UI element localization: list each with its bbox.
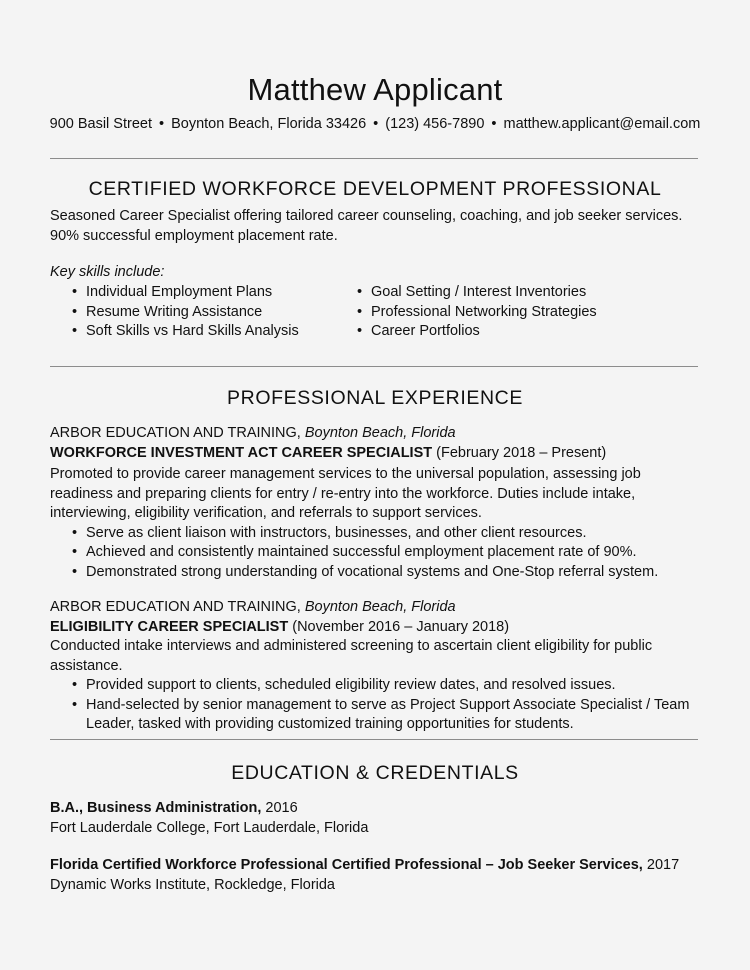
experience-title: PROFESSIONAL EXPERIENCE <box>227 387 523 409</box>
credential-name: Florida Certified Workforce Professional Certified Professional – Job Seeker Services, <box>50 857 643 873</box>
credential-year: 2017 <box>646 857 680 873</box>
skill-item: • Resume Writing Assistance <box>50 303 340 323</box>
summary-paragraph: Seasoned Career Specialist offering tailored career counseling, coaching, and job seeker services. 90% successful employment placement rate. <box>50 208 683 244</box>
education-entry <box>50 856 700 895</box>
job-description: Conducted intake interviews and administered screening to ascertain client eligibility for public assistance. <box>50 638 653 674</box>
separator-dot: • <box>491 116 497 132</box>
separator-dot: • <box>159 116 165 132</box>
role-line <box>50 444 700 464</box>
skills-column-left <box>50 283 340 342</box>
summary-text <box>50 207 700 246</box>
skill-item: • Goal Setting / Interest Inventories <box>335 283 665 303</box>
employer-name: ARBOR EDUCATION AND TRAINING, <box>50 599 301 615</box>
address: 900 Basil Street <box>49 116 152 132</box>
summary-title: CERTIFIED WORKFORCE DEVELOPMENT PROFESSIONAL <box>88 178 662 200</box>
phone: (123) 456-7890 <box>385 116 485 132</box>
job-dates: (February 2018 – Present) <box>436 444 607 461</box>
divider <box>50 158 698 159</box>
education-title: EDUCATION & CREDENTIALS <box>231 762 519 784</box>
skill-item: • Career Portfolios <box>335 322 665 342</box>
contact-line <box>0 116 750 132</box>
job-dates: (November 2016 – January 2018) <box>292 618 510 635</box>
credential-line <box>50 856 700 876</box>
skill-item: • Individual Employment Plans <box>50 283 340 303</box>
divider <box>50 366 698 367</box>
applicant-name: Matthew Applicant <box>247 72 503 107</box>
credential-line <box>50 799 700 819</box>
institution: Fort Lauderdale College, Fort Lauderdale, Florida <box>50 819 369 836</box>
job-title: ELIGIBILITY CAREER SPECIALIST <box>50 618 289 635</box>
employer-location: Boynton Beach, Florida <box>304 425 456 441</box>
divider <box>50 739 698 740</box>
skills-column-right <box>335 283 665 342</box>
skill-item: • Soft Skills vs Hard Skills Analysis <box>50 322 340 342</box>
job-bullet: • Achieved and consistently maintained successful employment placement rate of 90%. <box>50 543 700 563</box>
job-description: Promoted to provide career management services to the universal population, assessing job readiness and preparing clients for entry / re-entry into the workforce. Duties include intake, interviewing, eligibility verification, and referrals to support services. <box>50 466 641 521</box>
education-entry <box>50 799 700 838</box>
separator-dot: • <box>373 116 379 132</box>
job-bullet: • Provided support to clients, scheduled eligibility review dates, and resolved issues. <box>50 676 700 696</box>
email: matthew.applicant@email.com <box>503 116 701 132</box>
employer-name: ARBOR EDUCATION AND TRAINING, <box>50 425 301 441</box>
job-entry <box>50 424 700 582</box>
role-line <box>50 618 700 638</box>
skills-label: Key skills include: <box>50 264 165 280</box>
employer-line <box>50 424 700 444</box>
job-bullet: • Hand-selected by senior management to serve as Project Support Associate Specialist / Team Leader, tasked with providing customized training opportunities for students. <box>50 696 700 735</box>
city: Boynton Beach, Florida 33426 <box>171 116 367 132</box>
institution: Dynamic Works Institute, Rockledge, Florida <box>50 876 336 893</box>
credential-year: 2016 <box>265 800 298 816</box>
credential-name: B.A., Business Administration, <box>50 800 262 816</box>
job-bullet: • Serve as client liaison with instructors, businesses, and other client resources. <box>50 524 700 544</box>
employer-line <box>50 598 700 618</box>
employer-location: Boynton Beach, Florida <box>304 599 456 615</box>
job-bullet: • Demonstrated strong understanding of vocational systems and One-Stop referral system. <box>50 563 700 583</box>
job-entry <box>50 598 700 735</box>
job-title: WORKFORCE INVESTMENT ACT CAREER SPECIALIST <box>50 444 433 461</box>
skill-item: • Professional Networking Strategies <box>335 303 665 323</box>
